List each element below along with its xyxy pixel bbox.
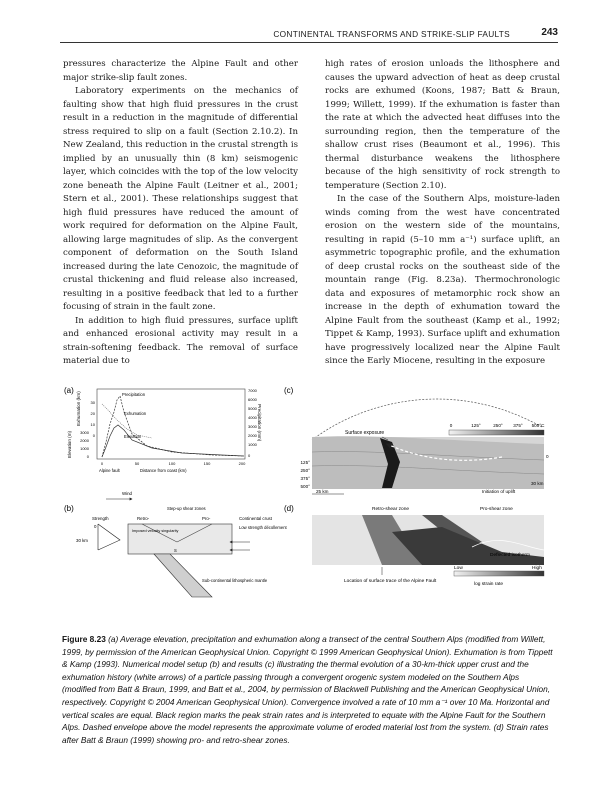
deflected-isotherm-label: Deflected isotherm (490, 553, 530, 558)
exhumation-tick: 20 (90, 411, 95, 416)
header-rule (60, 42, 558, 43)
panel-d-label: (d) (284, 504, 294, 513)
left-column (63, 58, 298, 369)
elevation-tick: 0 (86, 454, 89, 459)
elevation-axis-label: Elevation (m) (67, 430, 72, 458)
mantle-label: Sub-continental lithospheric mantle (202, 578, 268, 583)
running-header (60, 27, 558, 43)
isotherm-label: 500° (300, 484, 310, 489)
x-tick: 100 (168, 461, 176, 466)
x-axis-label: Distance from coast (km) (140, 468, 187, 473)
x-tick: 0 (100, 461, 104, 466)
panel-a-label: (a) (64, 386, 74, 395)
paragraph: Laboratory experiments on the mechanics of faulting show that high fluid pressures in the crust result in a reduction in the magnitude of differential stress required to slip on a fault (Section 2.10.2). In New Zealand, this reduction in the crustal strength is implied by an unusually thin (8 km) seismogenic layer, which coincides with the top of the low velocity zone beneath the Alpine Fault (Leitner et al., 2001; Stern et al., 2001). These relationships suggest that high fluid pressures have reduced the amount of work required for deformation on the Alpine Fault, allowing large magnitudes of slip. As the convergent component of deformation on the South Island increased during the late Cenozoic, the magnitude of crustal thickening and fluid release also increased, resulting in a positive feedback that led to a further focusing of strain in the fault zone. (63, 86, 298, 312)
x-tick: 150 (203, 461, 211, 466)
elevation-curve (102, 425, 244, 457)
x-tick: 200 (238, 461, 246, 466)
panel-d (284, 504, 544, 587)
page-number: 243 (541, 27, 558, 38)
panel-a (64, 386, 262, 473)
precip-tick: 5000 (248, 406, 257, 411)
isotherm-label: 375° (300, 476, 310, 481)
imposed-label: Imposed velocity singularity (132, 529, 179, 533)
panel-b (64, 491, 288, 597)
strength-profile (98, 524, 120, 550)
panel-c-label: (c) (284, 386, 294, 395)
temperature-label: 0 (449, 423, 453, 428)
elevation-tick: 2000 (80, 438, 89, 443)
temperature-label: 375° (513, 423, 523, 428)
high-label: High (532, 566, 542, 571)
wind-label: Wind (122, 491, 133, 496)
pro-label: Pro- (202, 516, 211, 521)
precip-tick: 2000 (248, 433, 257, 438)
caption-label: Figure 8.23 (62, 634, 106, 644)
s-label: S (174, 548, 177, 553)
exhumation-label: Exhumation (124, 411, 147, 416)
elevation-tick: 3000 (80, 430, 89, 435)
elevation-tick: 1000 (80, 446, 89, 451)
decollement-label: Low strength décollement (239, 525, 287, 530)
precip-tick: 7000 (248, 388, 257, 393)
paragraph: high rates of erosion unloads the lithosphere and causes the upward advection of heat as deep crustal rocks are exhumed (Koons, 1987; Batt & Braun, 1999; Willett, 1999). If the exhumation is faster than the rate at which the advected heat diffuses into the surrounding region, then the temperature of the shallow crust rises (Beaumont et al., 1996). This thermal disturbance weakens the lithosphere because of the high sensitivity of rock strength to temperature (Section 2.10). (325, 59, 560, 191)
strength-label: Strength (92, 516, 109, 521)
isotherm-fill (312, 436, 544, 489)
surface-exposure-label: Surface exposure (345, 430, 385, 436)
temperature-scale-bar (449, 430, 544, 435)
zero-depth-label: 0 (94, 524, 97, 529)
exhumation-tick: 30 (90, 400, 95, 405)
exhumation-tick: 10 (90, 422, 95, 427)
pro-shear-label: Pro-shear zone (480, 507, 513, 512)
depth-label: 30 km (76, 538, 88, 543)
paragraph: In the case of the Southern Alps, moisture-laden winds coming from the west have concentrated erosion on the western side of the mountains, resulting in rapid (5–10 mm a⁻¹) surface uplift, an asymmetric topographic profile, and the exhumation of deep crustal rocks on the southeast side of the mountain range (Fig. 8.23a). Thermochronologic data and exposures of metamorphic rock show an increase in the depth of exhumation toward the Alpine Fault from the southeast (Kamp et al., 1992; Tippet & Kamp, 1993). Surface uplift and exhumation have progressively localized near the Alpine Fault since the Early Miocene, resulting in the exposure (325, 194, 560, 366)
panel-c (284, 386, 549, 494)
zero-label: 0 (546, 454, 549, 459)
paragraph: In addition to high fluid pressures, surface uplift and enhanced erosional activity may result in a strain-softening feedback. The removal of surface material due to (63, 315, 298, 366)
precip-tick: 3000 (248, 424, 257, 429)
figure-caption (62, 633, 554, 746)
precipitation-label: Precipitation (122, 392, 146, 397)
temperature-label: 125° (471, 423, 481, 428)
x-tick: 50 (134, 461, 140, 466)
continental-crust-label: Continental crust (239, 516, 272, 521)
plot-frame (97, 389, 245, 459)
caption-text: (a) Average elevation, precipitation and exhumation along a transect of the central Southern Alps (modified from Willett, 1999, by permission of the American Geophysical Union. Copyright © 1999 American Geophysical Union). Exhumation is from Tippett & Kamp (1993). Numerical model setup (b) and results (c) illustrating the thermal evolution of a 30-km-thick upper crust and the exhumation history (white arrows) of a particle passing through a convergent orogenic system modeled on the Southern Alps (modified from Batt & Braun, 1999, and Batt et al., 2004, by permission of Blackwell Publishing and the American Geophysical Union, respectively. Copyright © 2004 American Geophysical Union). Convergence involved a rate of 10 mm a⁻¹ over 10 Ma. Horizontal and vertical scales are equal. Black region marks the peak strain rates and is interpreted to equate with the Alpine Fault for the Southern Alps. Dashed envelope above the model represents the approximate volume of eroded material lost from the system. (d) Strain rates after Batt & Braun (1999) showing pro- and retro-shear zones. (62, 634, 553, 745)
right-column (325, 58, 560, 369)
isotherm-label: 125° (300, 460, 310, 465)
subducting-slab (154, 554, 212, 597)
depth-label: 30 km (531, 481, 544, 486)
alpine-fault-label: Alpine fault (99, 468, 120, 473)
retro-label: Retro- (137, 516, 150, 521)
precip-tick: 1000 (248, 442, 257, 447)
isotherm-label: 250° (300, 468, 310, 473)
running-title: CONTINENTAL TRANSFORMS AND STRIKE-SLIP FAULTS (273, 29, 510, 39)
paragraph: pressures characterize the Alpine Fault and other major strike-slip fault zones. (63, 59, 298, 83)
strain-rate-scale-bar (454, 571, 544, 576)
precip-tick: 6000 (248, 397, 257, 402)
step-up-label: Step-up shear zones (167, 506, 206, 511)
scale-label: 25 km (316, 489, 329, 494)
retro-shear-label: Retro-shear zone (372, 507, 410, 512)
figure-8-23 (62, 382, 554, 608)
precipitation-axis-label: Precipitation (mm) (257, 404, 262, 442)
temperature-label: 500°C (531, 423, 545, 428)
precip-tick: 0 (248, 453, 251, 458)
elevation-label: Elevation (124, 434, 142, 439)
exhumation-tick: 0 (92, 433, 95, 438)
uplift-label: Initiation of uplift (482, 489, 516, 494)
strain-rate-label: log strain rate (474, 582, 504, 587)
temperature-label: 250° (493, 423, 503, 428)
fault-trace-label: Location of surface trace of the Alpine Fault (344, 579, 437, 584)
precipitation-curve (102, 396, 244, 457)
panel-b-label: (b) (64, 504, 74, 513)
exhumation-axis-label: Exhumation (km) (76, 391, 81, 426)
precip-tick: 4000 (248, 415, 257, 420)
low-label: Low (454, 566, 463, 571)
